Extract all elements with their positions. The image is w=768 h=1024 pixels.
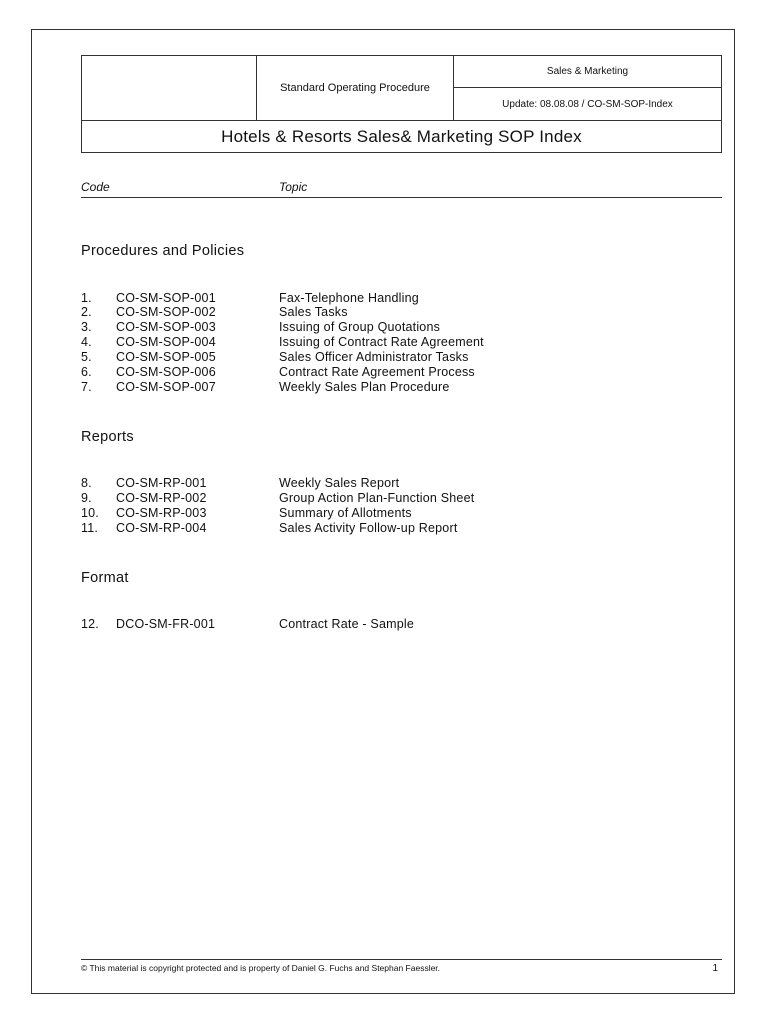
- item-number: 8.: [81, 476, 92, 490]
- item-topic: Sales Tasks: [279, 305, 348, 319]
- item-number: 10.: [81, 506, 99, 520]
- item-code: CO-SM-SOP-001: [116, 291, 216, 305]
- procedure-type: Standard Operating Procedure: [257, 56, 454, 120]
- item-code: CO-SM-SOP-006: [116, 365, 216, 379]
- item-number: 3.: [81, 320, 92, 334]
- item-code: CO-SM-RP-003: [116, 506, 207, 520]
- item-code: DCO-SM-FR-001: [116, 617, 216, 631]
- copyright-notice: © This material is copyright protected and is property of Daniel G. Fuchs and Stephan Faessler.: [81, 963, 441, 973]
- item-topic: Sales Activity Follow-up Report: [279, 521, 458, 535]
- item-code: CO-SM-RP-001: [116, 476, 207, 490]
- list-item: [81, 617, 721, 632]
- item-code: CO-SM-SOP-004: [116, 335, 216, 349]
- list-item: [81, 305, 721, 320]
- list-item: [81, 350, 721, 365]
- section-title-reports: Reports: [81, 429, 134, 445]
- item-code: CO-SM-RP-002: [116, 491, 207, 505]
- column-head-rule: [81, 197, 722, 198]
- list-item: [81, 335, 721, 350]
- list-item: [81, 291, 721, 306]
- section-title-procedures: Procedures and Policies: [81, 243, 245, 259]
- item-number: 7.: [81, 380, 92, 394]
- document-page: [31, 29, 735, 994]
- item-number: 6.: [81, 365, 92, 379]
- item-topic: Issuing of Group Quotations: [279, 320, 441, 334]
- list-item: [81, 365, 721, 380]
- item-topic: Contract Rate Agreement Process: [279, 365, 475, 379]
- department: Sales & Marketing: [454, 56, 721, 88]
- footer-rule: [81, 959, 722, 960]
- list-item: [81, 491, 721, 506]
- item-topic: Group Action Plan-Function Sheet: [279, 491, 475, 505]
- item-topic: Issuing of Contract Rate Agreement: [279, 335, 484, 349]
- item-number: 5.: [81, 350, 92, 364]
- list-item: [81, 506, 721, 521]
- item-number: 11.: [81, 521, 99, 535]
- update-info: Update: 08.08.08 / CO-SM-SOP-Index: [502, 98, 673, 110]
- item-topic: Fax-Telephone Handling: [279, 291, 419, 305]
- list-item: [81, 521, 721, 536]
- item-code: CO-SM-SOP-003: [116, 320, 216, 334]
- page-number: 1: [712, 963, 718, 974]
- document-title: Hotels & Resorts Sales& Marketing SOP Index: [82, 120, 721, 152]
- list-item: [81, 380, 721, 395]
- item-number: 1.: [81, 291, 92, 305]
- item-topic: Weekly Sales Plan Procedure: [279, 380, 450, 394]
- item-code: CO-SM-SOP-005: [116, 350, 216, 364]
- item-number: 12.: [81, 617, 99, 631]
- item-topic: Summary of Allotments: [279, 506, 412, 520]
- item-number: 2.: [81, 305, 92, 319]
- item-code: CO-SM-SOP-007: [116, 380, 216, 394]
- section-title-format: Format: [81, 570, 129, 586]
- item-topic: Weekly Sales Report: [279, 476, 400, 490]
- item-number: 9.: [81, 491, 92, 505]
- list-item: [81, 476, 721, 491]
- item-code: CO-SM-RP-004: [116, 521, 207, 535]
- column-head-code: Code: [81, 180, 110, 194]
- item-number: 4.: [81, 335, 92, 349]
- header-table: [81, 55, 722, 153]
- item-topic: Contract Rate - Sample: [279, 617, 415, 631]
- column-head-topic: Topic: [279, 180, 308, 194]
- list-item: [81, 320, 721, 335]
- logo-cell: [82, 56, 257, 120]
- item-code: CO-SM-SOP-002: [116, 305, 216, 319]
- item-topic: Sales Officer Administrator Tasks: [279, 350, 469, 364]
